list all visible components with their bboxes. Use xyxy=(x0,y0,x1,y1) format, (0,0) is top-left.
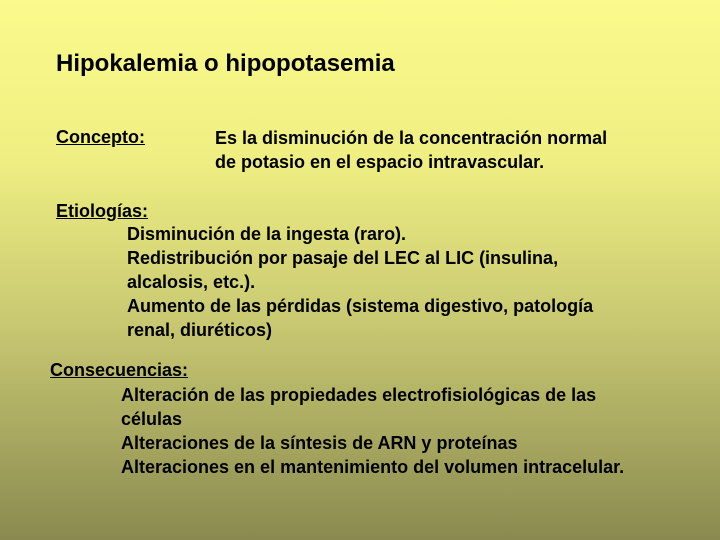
consecuencias-label: Consecuencias: xyxy=(50,360,189,380)
etiologias-list xyxy=(127,222,593,342)
concepto-line: de potasio en el espacio intravascular. xyxy=(215,152,545,172)
etiologias-line: Aumento de las pérdidas (sistema digestivo, patología xyxy=(127,296,594,316)
consecuencias-list xyxy=(121,383,624,479)
concepto-label: Concepto: xyxy=(56,127,145,147)
consecuencias-line: Alteraciones en el mantenimiento del volumen intracelular. xyxy=(121,457,625,477)
etiologias-line: Disminución de la ingesta (raro). xyxy=(127,224,407,244)
consecuencias-line: Alteración de las propiedades electrofisiológicas de las xyxy=(121,385,597,405)
slide-title: Hipokalemia o hipopotasemia xyxy=(56,50,395,77)
etiologias-line: Redistribución por pasaje del LEC al LIC (insulina, xyxy=(127,248,559,268)
etiologias-label: Etiologías: xyxy=(56,201,149,221)
consecuencias-line: Alteraciones de la síntesis de ARN y proteínas xyxy=(121,433,518,453)
etiologias-line: renal, diuréticos) xyxy=(127,320,273,340)
concepto-text xyxy=(215,126,607,174)
etiologias-line: alcalosis, etc.). xyxy=(127,272,256,292)
concepto-line: Es la disminución de la concentración normal xyxy=(215,128,608,148)
consecuencias-line: células xyxy=(121,409,183,429)
